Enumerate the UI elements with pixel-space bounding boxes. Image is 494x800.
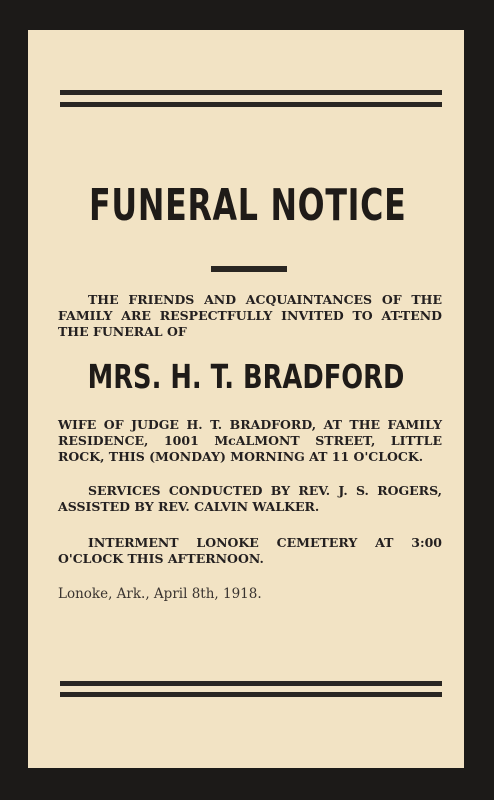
notice-title: FUNERAL NOTICE: [89, 180, 407, 231]
interment-text: INTERMENT LONOKE CEMETERY AT 3:00 O'CLOCK THIS AFTERNOON.: [58, 535, 442, 566]
details-text: WIFE OF JUDGE H. T. BRADFORD, AT THE FAMILY RESIDENCE, 1001 McALMONT STREET, LITTLE ROCK, THIS (MONDAY) MORNING AT 11 O'CLOCK.: [58, 417, 442, 464]
invitation-text: THE FRIENDS AND ACQUAINTANCES OF THE FAMILY ARE RESPECTFULLY INVITED TO AT-TEND THE FUNERAL OF: [58, 292, 442, 339]
card-paper: [28, 30, 464, 768]
top-rule: [60, 102, 442, 107]
deceased-name: MRS. H. T. BRADFORD: [87, 357, 405, 396]
services-text: SERVICES CONDUCTED BY REV. J. S. ROGERS, ASSISTED BY REV. CALVIN WALKER.: [58, 483, 442, 514]
title-divider: [211, 266, 287, 272]
top-rule: [60, 90, 442, 95]
dateline: Lonoke, Ark., April 8th, 1918.: [58, 586, 262, 602]
bottom-rule: [60, 692, 442, 697]
bottom-rule: [60, 681, 442, 686]
